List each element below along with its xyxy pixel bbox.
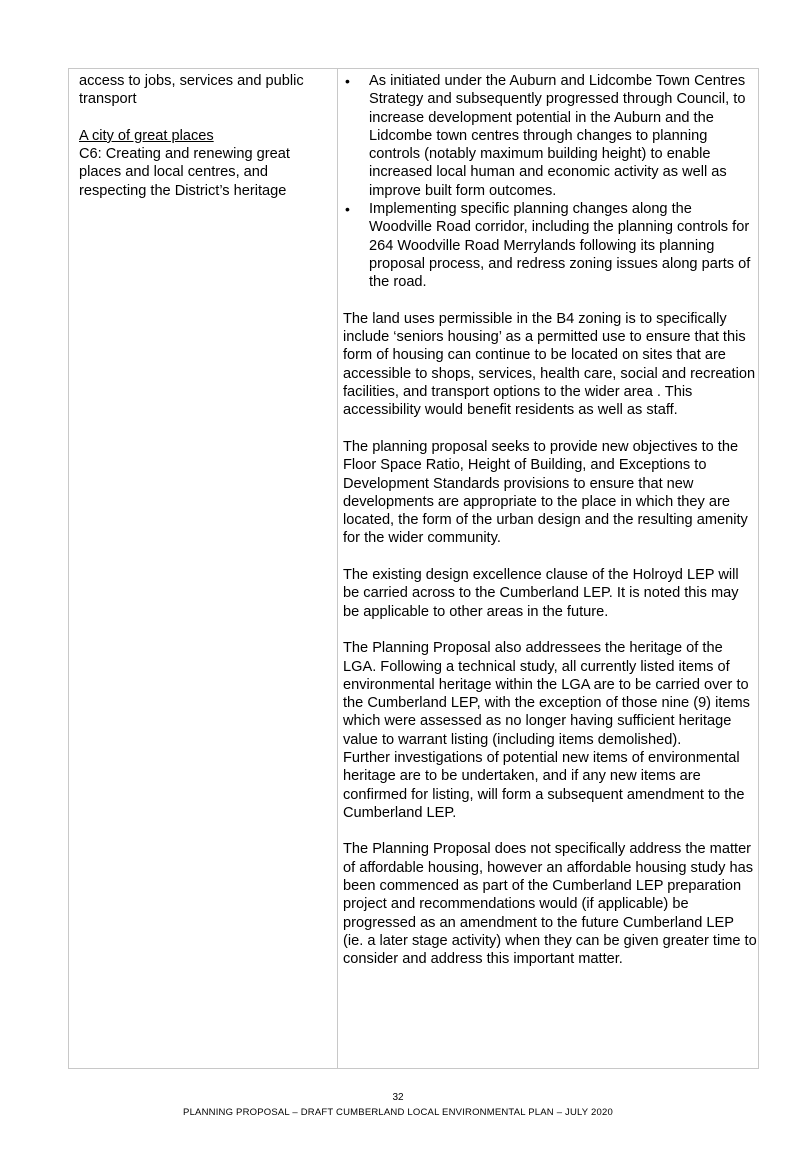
- footer-title: PLANNING PROPOSAL – DRAFT CUMBERLAND LOCAL ENVIRONMENTAL PLAN – JULY 2020: [183, 1107, 613, 1118]
- bullet-item: • Implementing specific planning changes along the Woodville Road corridor, including the planning controls for 264 Woodville Road Merrylands following its planning proposal process, and redress zoning issues along parts of the road.: [343, 200, 757, 291]
- page-number: 32: [392, 1092, 404, 1103]
- paragraph-design-excellence: The existing design excellence clause of the Holroyd LEP will be carried across to the Cumberland LEP. It is noted this may be applicable to other areas in the future.: [343, 567, 739, 620]
- paragraph-seniors-housing: The land uses permissible in the B4 zoning is to specifically include ‘seniors housing’ as a permitted use to ensure that this form of housing can continue to be located on sites that are accessible to shops, services, health care, social and recreation facilities, and transport options to the wider area . This accessibility would benefit residents as well as staff.: [343, 310, 756, 419]
- bullet-list: [343, 72, 757, 292]
- left-column: [79, 72, 329, 200]
- content-table: [68, 68, 759, 1069]
- column-divider: [337, 69, 338, 1068]
- paragraph-affordable-housing: The Planning Proposal does not specifically address the matter of affordable housing, however an affordable housing study has been commenced as part of the Cumberland LEP preparation project and recommendations would (if applicable) be progressed as an amendment to the future Cumberland LEP (ie. a later stage activity) when they can be given greater time to consider and address this important matter.: [343, 841, 757, 968]
- right-column: [343, 72, 757, 969]
- bullet-item: • As initiated under the Auburn and Lidcombe Town Centres Strategy and subsequently progressed through Council, to increase development potential in the Auburn and the Lidcombe town centres through changes to planning controls (notably maximum building height) to enable increased local human and economic activity as well as improve built form outcomes.: [343, 72, 757, 200]
- objective-item: C6: Creating and renewing great places and local centres, and respecting the District’s heritage: [79, 146, 290, 199]
- paragraph-heritage: The Planning Proposal also addressees the heritage of the LGA. Following a technical study, all currently listed items of environmental heritage within the LGA are to be carried over to the Cumberland LEP, with the exception of those nine (9) items which were assessed as no longer having sufficient heritage value to warrant listing (including items demolished).: [343, 640, 750, 748]
- paragraph-new-objectives: The planning proposal seeks to provide new objectives to the Floor Space Ratio, Height of Building, and Exceptions to Development Standards provisions to ensure that new developments are appropriate to the place in which they are located, the form of the urban design and the resulting amenity for the wider community.: [343, 438, 748, 547]
- paragraph-heritage-further: Further investigations of potential new items of environmental heritage are to be undertaken, and if any new items are confirmed for listing, will form a subsequent amendment to the Cumberland LEP.: [343, 749, 745, 821]
- section-heading: A city of great places: [79, 127, 214, 144]
- left-intro-text: access to jobs, services and public transport: [79, 73, 304, 108]
